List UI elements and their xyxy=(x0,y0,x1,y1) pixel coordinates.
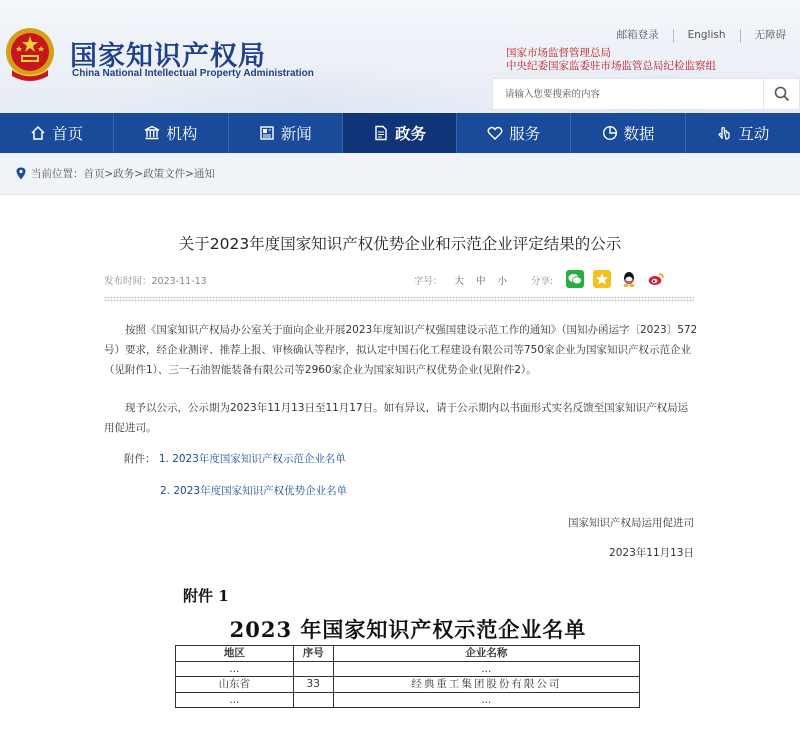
cell-company: ... xyxy=(333,692,639,708)
nav-news[interactable] xyxy=(229,113,343,153)
nav-home[interactable] xyxy=(0,113,114,153)
annex-label: 附件 1 xyxy=(183,587,229,605)
qzone-icon[interactable] xyxy=(593,270,611,288)
font-size-medium[interactable]: 中 xyxy=(476,276,486,287)
cell-company: 经典重工集团股份有限公司 xyxy=(333,677,639,693)
hand-icon xyxy=(716,125,732,141)
nav-service-label: 服务 xyxy=(509,125,541,143)
chart-icon xyxy=(602,125,618,141)
site-name-cn[interactable]: 国家知识产权局 xyxy=(70,41,266,72)
search-icon xyxy=(774,86,790,102)
nav-service[interactable] xyxy=(457,113,571,153)
attachment-link-2[interactable]: 2. 2023年度国家知识产权优势企业名单 xyxy=(160,485,348,497)
breadcrumb-text[interactable]: 当前位置：首页>政务>政策文件>通知 xyxy=(31,168,215,180)
header-region: 地区 xyxy=(176,646,294,662)
news-icon xyxy=(259,125,275,141)
english-link[interactable]: English xyxy=(673,29,740,43)
font-size-label: 字号： xyxy=(414,276,443,287)
cell-number xyxy=(293,692,333,708)
attachments-label: 附件： xyxy=(124,453,156,465)
breadcrumb xyxy=(0,153,800,195)
top-links xyxy=(603,29,800,43)
weibo-icon[interactable] xyxy=(647,270,665,288)
attachments xyxy=(124,451,346,466)
home-icon xyxy=(30,125,46,141)
nav-government-affairs[interactable] xyxy=(343,113,457,153)
cell-region: 山东省 xyxy=(176,677,294,693)
national-emblem-icon[interactable] xyxy=(4,26,56,84)
nav-institution-label: 机构 xyxy=(166,125,198,143)
header-number: 序号 xyxy=(293,646,333,662)
nav-data-label: 数据 xyxy=(623,125,655,143)
cell-number: 33 xyxy=(293,677,333,693)
service-icon xyxy=(487,125,503,141)
search-input[interactable] xyxy=(493,79,763,109)
cell-number xyxy=(293,661,333,677)
nav-institution[interactable] xyxy=(114,113,228,153)
signature: 国家知识产权局运用促进司 xyxy=(568,517,694,529)
table-header-row xyxy=(176,646,640,662)
nav-government-affairs-label: 政务 xyxy=(394,125,426,143)
partner-link-samr[interactable]: 国家市场监督管理总局 xyxy=(506,47,611,59)
search-button[interactable] xyxy=(763,79,799,109)
article-paragraph-2: 现予以公示，公示期为2023年11月13日至11月17日。如有异议，请于公示期内以书面形式实名反馈至国家知识产权局运用促进司。 xyxy=(104,402,689,434)
site-header xyxy=(0,0,800,113)
search-box xyxy=(492,78,800,110)
location-pin-icon xyxy=(16,167,26,180)
cell-company: ... xyxy=(333,661,639,677)
site-name-en: China National Intellectual Property Administration xyxy=(72,68,314,79)
article-paragraph-1: 按照《国家知识产权局办公室关于面向企业开展2023年度知识产权强国建设示范工作的通知》（国知办函运字〔2023〕572号）要求，经企业测评、推荐上报、审核确认等程序，拟认定中国石化工程建设有限公司等750家企业为国家知识产权示范企业（见附件1）、三一石油智能装备有限公司等2960家企业为国家知识产权优势企业(见附件2）。 xyxy=(104,324,698,376)
nav-news-label: 新闻 xyxy=(280,125,312,143)
annex-title: 2023 年国家知识产权示范企业名单 xyxy=(229,617,587,642)
nav-interaction[interactable] xyxy=(686,113,800,153)
partner-link-discipline[interactable]: 中央纪委国家监委驻市场监管总局纪检监察组 xyxy=(506,60,716,72)
table-row xyxy=(176,692,640,708)
share-label: 分享: xyxy=(531,276,554,287)
meta-divider xyxy=(104,296,694,302)
qq-icon[interactable] xyxy=(620,270,638,288)
share-icons xyxy=(566,270,674,288)
accessibility-link[interactable]: 无障碍 xyxy=(740,29,800,43)
publish-date: 发布时间：2023-11-13 xyxy=(104,276,207,287)
nav-data[interactable] xyxy=(571,113,685,153)
nav-home-label: 首页 xyxy=(52,125,84,143)
wechat-icon[interactable] xyxy=(566,270,584,288)
mail-login-link[interactable]: 邮箱登录 xyxy=(616,29,659,41)
table-row xyxy=(176,677,640,693)
signature-date: 2023年11月13日 xyxy=(609,547,694,559)
cell-region: ... xyxy=(176,692,294,708)
table-row xyxy=(176,661,640,677)
article-title: 关于2023年度国家知识产权优势企业和示范企业评定结果的公示 xyxy=(178,235,622,253)
institution-icon xyxy=(144,125,160,141)
annex-table xyxy=(175,645,640,708)
font-size-controls xyxy=(414,273,507,287)
attachment-link-1[interactable]: 1. 2023年度国家知识产权示范企业名单 xyxy=(158,453,346,465)
cell-region: ... xyxy=(176,661,294,677)
document-icon xyxy=(373,125,389,141)
font-size-small[interactable]: 小 xyxy=(497,276,508,287)
attachment-2 xyxy=(160,483,347,498)
nav-interaction-label: 互动 xyxy=(738,125,770,143)
main-nav xyxy=(0,113,800,153)
header-company: 企业名称 xyxy=(333,646,639,662)
font-size-large[interactable]: 大 xyxy=(454,276,465,287)
